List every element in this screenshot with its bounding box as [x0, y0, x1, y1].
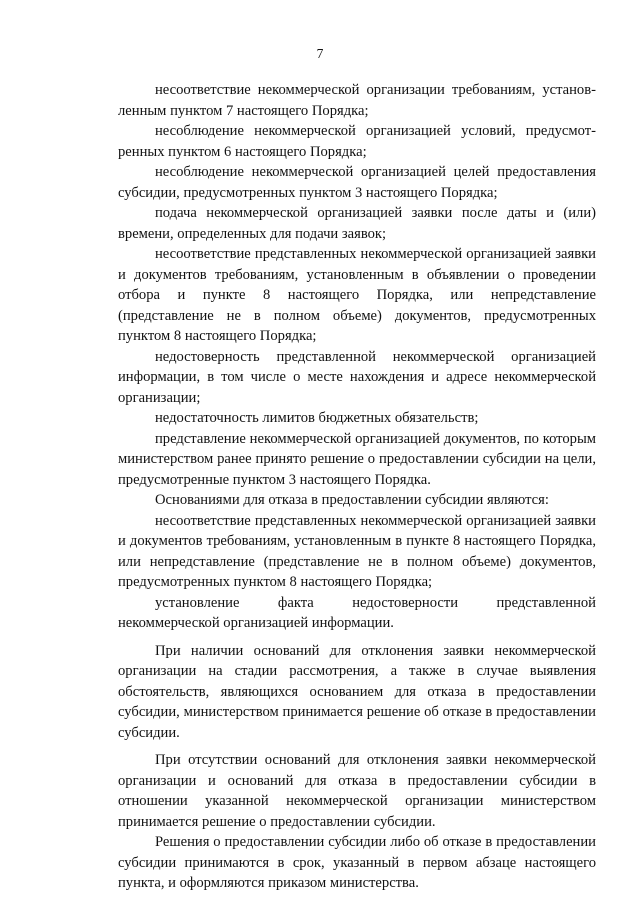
paragraph-criterion-late-submission: подача некоммерческой организацией заявки после даты и (или) времени, определенных для подачи заявок; — [118, 205, 596, 242]
paragraph-criterion-unreliable-info: недостоверность представленной некоммерческой организацией информации, в том числе о месте нахождения и адресе некоммерческой организации; — [118, 348, 596, 406]
paragraph-refusal-decision: При наличии оснований для отклонения заявки некоммерческой организации на стадии рассмотрения, а также в случае выявления обстоятельств, являющихся основанием для отказа в предоставлении субсидии, министерством принимается решение об отказе в предоставлении субсидии. — [118, 642, 596, 741]
paragraph-criterion-conditions: несоблюдение некоммерческой организацией условий, предусмотренных пунктом 6 настоящего Порядка; — [118, 123, 596, 160]
paragraph-criterion-goals: несоблюдение некоммерческой организацией целей предоставления субсидии, предусмотренных пунктом 3 настоящего Порядка; — [118, 164, 596, 201]
paragraph-grant-decision: При отсутствии оснований для отклонения заявки некоммерческой организации и оснований для отказа в предоставлении субсидии в отношении указанной некоммерческой организации министерством принимается решение о предоставлении субсидии. — [118, 752, 596, 830]
paragraph-decision-timing: Решения о предоставлении субсидии либо об отказе в предоставлении субсидии принимаются в срок, указанный в первом абзаце настоящего пункта, и оформляются приказом министерства. — [118, 834, 596, 891]
paragraph-criterion-requirements: несоответствие некоммерческой организации требованиям, установленным пунктом 7 настоящего Порядка; — [118, 82, 596, 119]
paragraph-refusal-unreliable-info: установление факта недостоверности представленной некоммерческой организацией информации. — [118, 594, 596, 631]
paragraph-refusal-grounds-heading: Основаниями для отказа в предоставлении субсидии являются: — [155, 492, 549, 508]
paragraph-refusal-documents: несоответствие представленных некоммерческой организацией заявки и документов требованиям, установленным в пункте 8 настоящего Порядка, или непредставление (представление не в полном объеме) документов, предусмотренных пунктом 8 настоящего Порядка; — [118, 512, 596, 590]
page-number: 7 — [316, 46, 324, 61]
paragraph-criterion-prior-decision: представление некоммерческой организацией документов, по которым министерством ранее принято решение о предоставлении субсидии на цели, предусмотренные пунктом 3 настоящего Порядка. — [118, 430, 596, 488]
paragraph-criterion-documents: несоответствие представленных некоммерческой организацией заявки и документов требованиям, установленным в объявлении о проведении отбора и пункте 8 настоящего Порядка, или непредставление (представление не в полном объеме) документов, предусмотренных пунктом 8 настоящего Порядка; — [118, 246, 596, 344]
document-body — [118, 80, 596, 894]
paragraph-criterion-budget-limits: недостаточность лимитов бюджетных обязательств; — [155, 410, 479, 426]
